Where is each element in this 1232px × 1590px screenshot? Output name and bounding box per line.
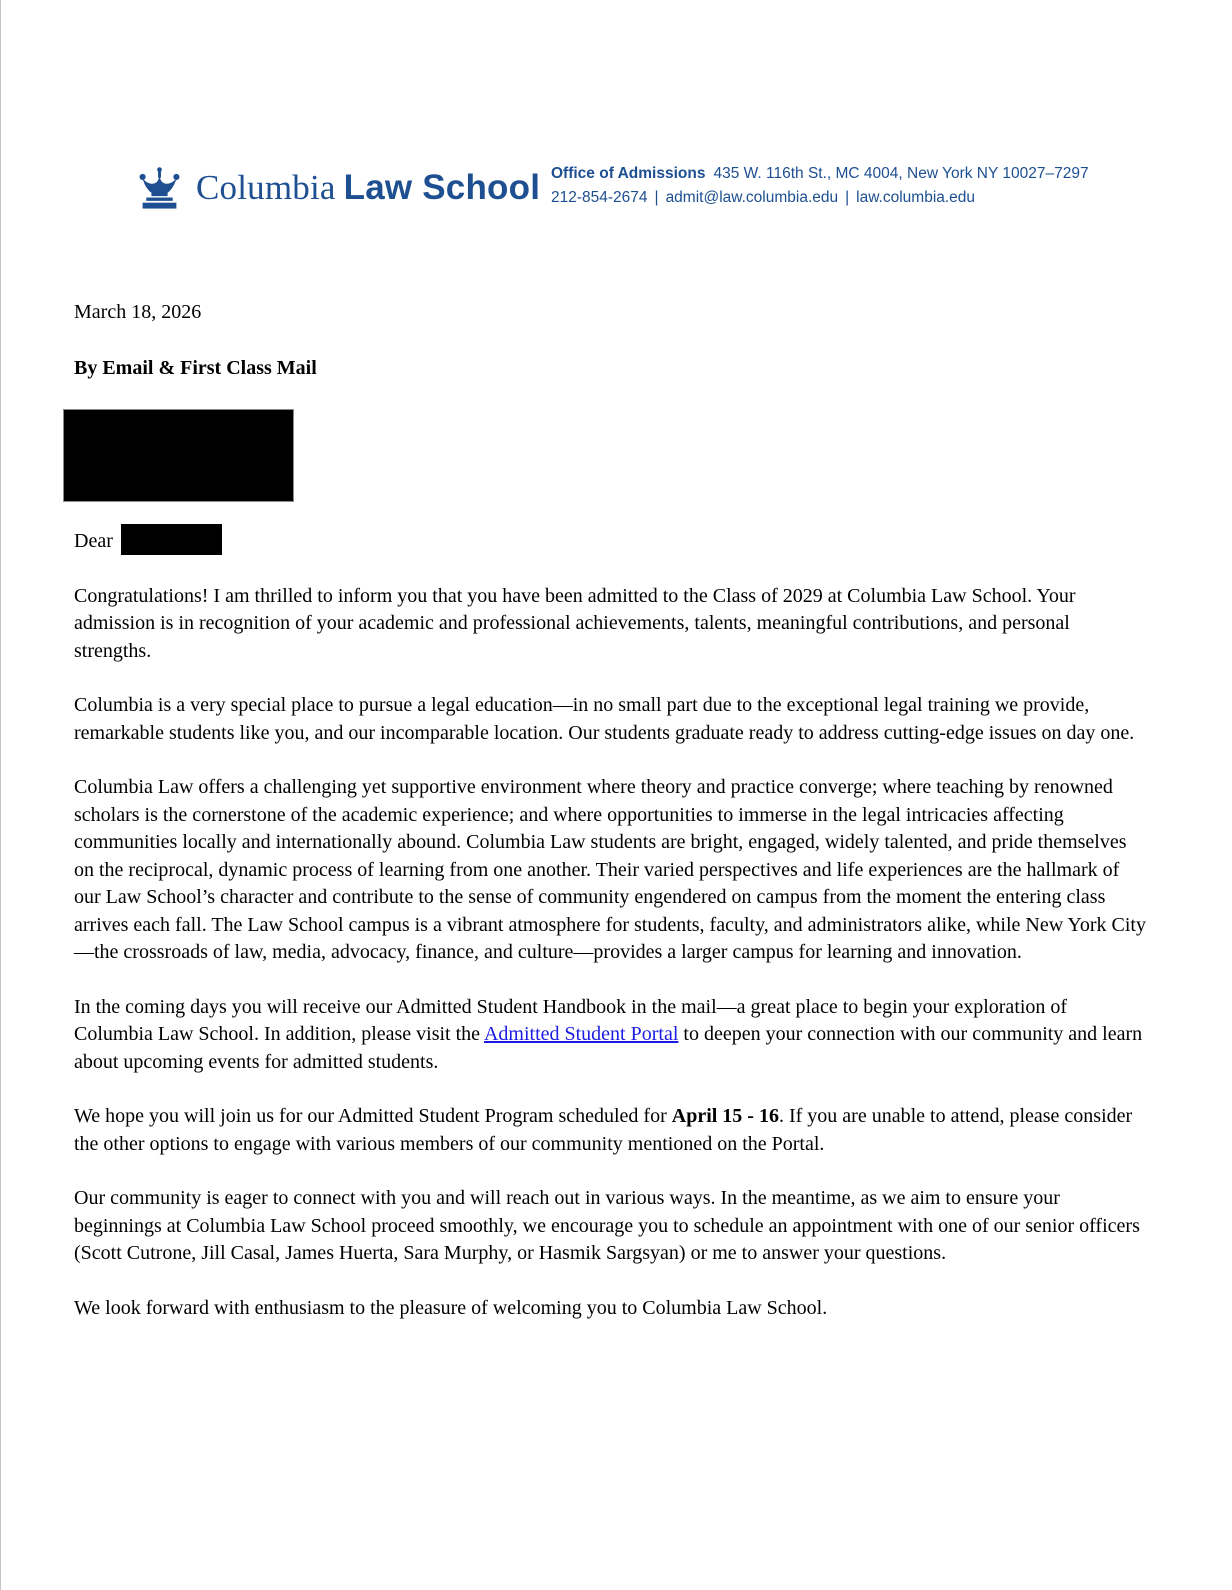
logo-school: Law School (343, 168, 541, 207)
separator: | (654, 189, 659, 206)
logo-text (196, 168, 540, 208)
handbook-text-after-link: to deepen your connection with our community and learn about upcoming events for admitted students. (74, 1023, 1143, 1073)
street-address: 435 W. 116th St., MC 4004, New York NY 10027–7297 (713, 165, 1089, 182)
handbook-text-before-link: In the coming days you will receive our Admitted Student Handbook in the mail—a great place to begin your exploration of Columbia Law School. In addition, please visit the (74, 995, 1068, 1045)
admitted-student-portal-link[interactable]: Admitted Student Portal (483, 1023, 679, 1045)
columbia-law-school-logo (136, 163, 540, 213)
salutation-prefix: Dear (74, 530, 113, 552)
paragraph-congratulations: Congratulations! I am thrilled to inform you that you have been admitted to the Class of 2029 at Columbia Law School. Your admission is in recognition of your academic and professional achievements, talents, meaningful contributions, and personal strengths. (74, 584, 1076, 662)
salutation-line (74, 524, 1147, 556)
office-of-admissions-label: Office of Admissions (551, 165, 706, 182)
website-url[interactable]: law.columbia.edu (856, 189, 976, 206)
paragraph-closing: We look forward with enthusiasm to the pleasure of welcoming you to Columbia Law School. (74, 1296, 828, 1319)
letter-body (74, 299, 1147, 1322)
program-text-before-dates: We hope you will join us for our Admitted Student Program scheduled for (74, 1105, 672, 1127)
phone-number: 212-854-2674 (551, 189, 648, 206)
paragraph-handbook-portal (74, 994, 1147, 1077)
program-dates: April 15 - 16 (671, 1105, 779, 1127)
paragraph-environment: Columbia Law offers a challenging yet supportive environment where theory and practice converge; where teaching by renowned scholars is the cornerstone of the academic experience; and where opportunities to immerse in the legal intricacies affecting communities locally and internationally abound. Columbia Law students are bright, engaged, widely talented, and pride themselves on the reciprocal, dynamic process of learning from one another. Their varied perspectives and life experiences are the hallmark of our Law School’s character and contribute to the sense of community engendered on campus from the moment the entering class arrives each fall. The Law School campus is a vibrant atmosphere for students, faculty, and administrators alike, while New York City—the crossroads of law, media, advocacy, finance, and culture—provides a larger campus for learning and innovation. (74, 776, 1146, 963)
logo-institution: Columbia (196, 168, 336, 207)
paragraph-community-outreach: Our community is eager to connect with you and will reach out in various ways. In the meantime, as we aim to ensure your beginnings at Columbia Law School proceed smoothly, we encourage you to schedule an appointment with one of our senior officers (Scott Cutrone, Jill Casal, James Huerta, Sara Murphy, or Hasmik Sargsyan) or me to answer your questions. (74, 1187, 1140, 1264)
letter-date: March 18, 2026 (74, 301, 202, 323)
contact-line-address (551, 162, 1089, 186)
contact-block (551, 162, 1089, 210)
admissions-email[interactable]: admit@law.columbia.edu (665, 189, 839, 206)
columbia-crown-icon (136, 163, 183, 213)
delivery-method: By Email & First Class Mail (74, 356, 317, 379)
paragraph-special-place: Columbia is a very special place to pursue a legal education—in no small part due to the exceptional legal training we provide, remarkable students like you, and our incomparable location. Our students graduate ready to address cutting-edge issues on day one. (74, 694, 1135, 744)
program-text-after-dates: . If you are unable to attend, please consider the other options to engage with various members of our community mentioned on the Portal. (74, 1105, 1133, 1155)
contact-line-phone-email (551, 186, 1089, 210)
redacted-address-block (64, 410, 293, 501)
separator: | (845, 189, 850, 206)
redacted-recipient-name (121, 524, 222, 555)
paragraph-admitted-student-program (74, 1103, 1147, 1158)
